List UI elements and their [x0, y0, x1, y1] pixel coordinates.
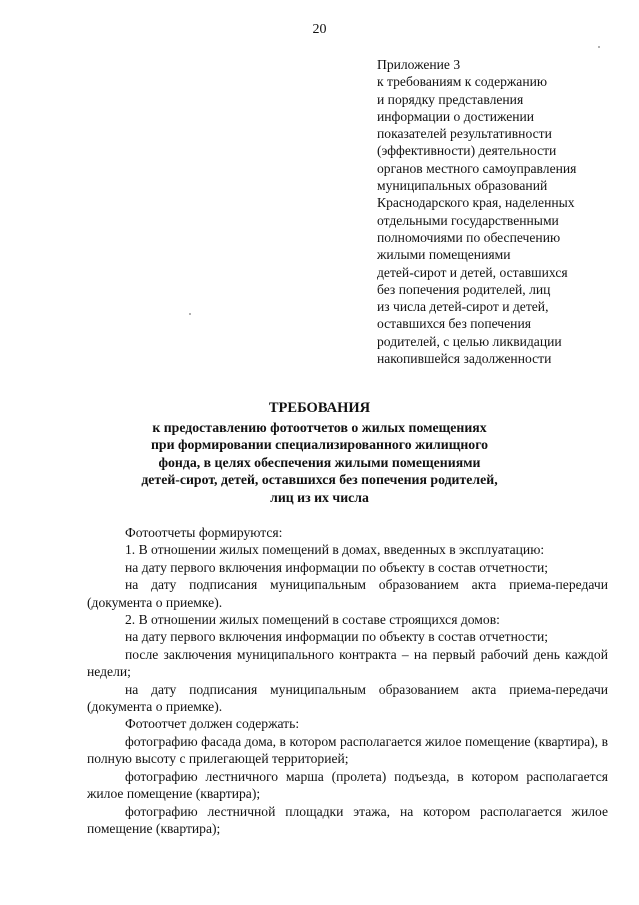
document-title: [0, 400, 639, 506]
appendix-line: Приложение 3: [377, 57, 461, 72]
appendix-line: и порядку представления: [377, 91, 524, 107]
appendix-line: родителей, с целью ликвидации: [377, 333, 562, 349]
document-body: [87, 524, 608, 837]
paragraph: фотографию лестничной площадки этажа, на котором располагается жилое помещение (квартира);: [87, 803, 608, 836]
title-line: лиц из их числа: [270, 489, 369, 505]
title-heading: ТРЕБОВАНИЯ: [268, 400, 371, 416]
appendix-note: [377, 56, 627, 367]
paragraph: на дату подписания муниципальным образованием акта приема-передачи (документа о приемке).: [87, 681, 608, 715]
title-line: фонда, в целях обеспечения жилыми помещениями: [158, 454, 481, 470]
paragraph: Фотоотчет должен содержать:: [125, 716, 300, 732]
appendix-line: отдельными государственными: [377, 212, 559, 228]
appendix-line: полномочиями по обеспечению: [377, 229, 561, 245]
appendix-line: (эффективности) деятельности: [377, 143, 557, 159]
paragraph: на дату первого включения информации по объекту в состав отчетности;: [125, 559, 549, 575]
title-line: детей-сирот, детей, оставшихся без попечения родителей,: [141, 472, 498, 487]
title-line: при формировании специализированного жилищного: [150, 437, 489, 452]
paragraph: 1. В отношении жилых помещений в домах, введенных в эксплуатацию:: [125, 542, 545, 558]
paragraph: 2. В отношении жилых помещений в составе строящихся домов:: [125, 612, 500, 628]
appendix-line: органов местного самоуправления: [377, 160, 577, 176]
scan-speck: [598, 46, 600, 48]
paragraph: после заключения муниципального контракта – на первый рабочий день каждой недели;: [87, 646, 608, 680]
paragraph: на дату первого включения информации по объекту в состав отчетности;: [125, 629, 549, 645]
appendix-line: оставшихся без попечения: [377, 316, 531, 332]
title-line: к предоставлению фотоотчетов о жилых помещениях: [152, 419, 487, 435]
appendix-line: показателей результативности: [377, 126, 552, 142]
paragraph: Фотоотчеты формируются:: [125, 525, 283, 540]
appendix-line: из числа детей-сирот и детей,: [377, 299, 549, 315]
appendix-line: без попечения родителей, лиц: [377, 281, 551, 297]
appendix-line: Краснодарского края, наделенных: [377, 195, 575, 211]
paragraph: фотографию лестничного марша (пролета) подъезда, в котором располагается жилое помещение (квартира);: [87, 768, 608, 802]
appendix-line: муниципальных образований: [377, 178, 548, 194]
appendix-line: жилыми помещениями: [377, 247, 511, 263]
appendix-line: к требованиям к содержанию: [377, 74, 548, 90]
page-number: 20: [312, 22, 327, 37]
paragraph: фотографию фасада дома, в котором располагается жилое помещение (квартира), в полную высоту с прилегающей территорией;: [87, 733, 608, 767]
appendix-line: информации о достижении: [377, 108, 535, 124]
paragraph: на дату подписания муниципальным образованием акта приема-передачи (документа о приемке).: [87, 577, 608, 610]
scan-speck: [189, 313, 191, 315]
appendix-line: накопившейся задолженности: [377, 351, 552, 367]
appendix-line: детей-сирот и детей, оставшихся: [377, 264, 568, 280]
